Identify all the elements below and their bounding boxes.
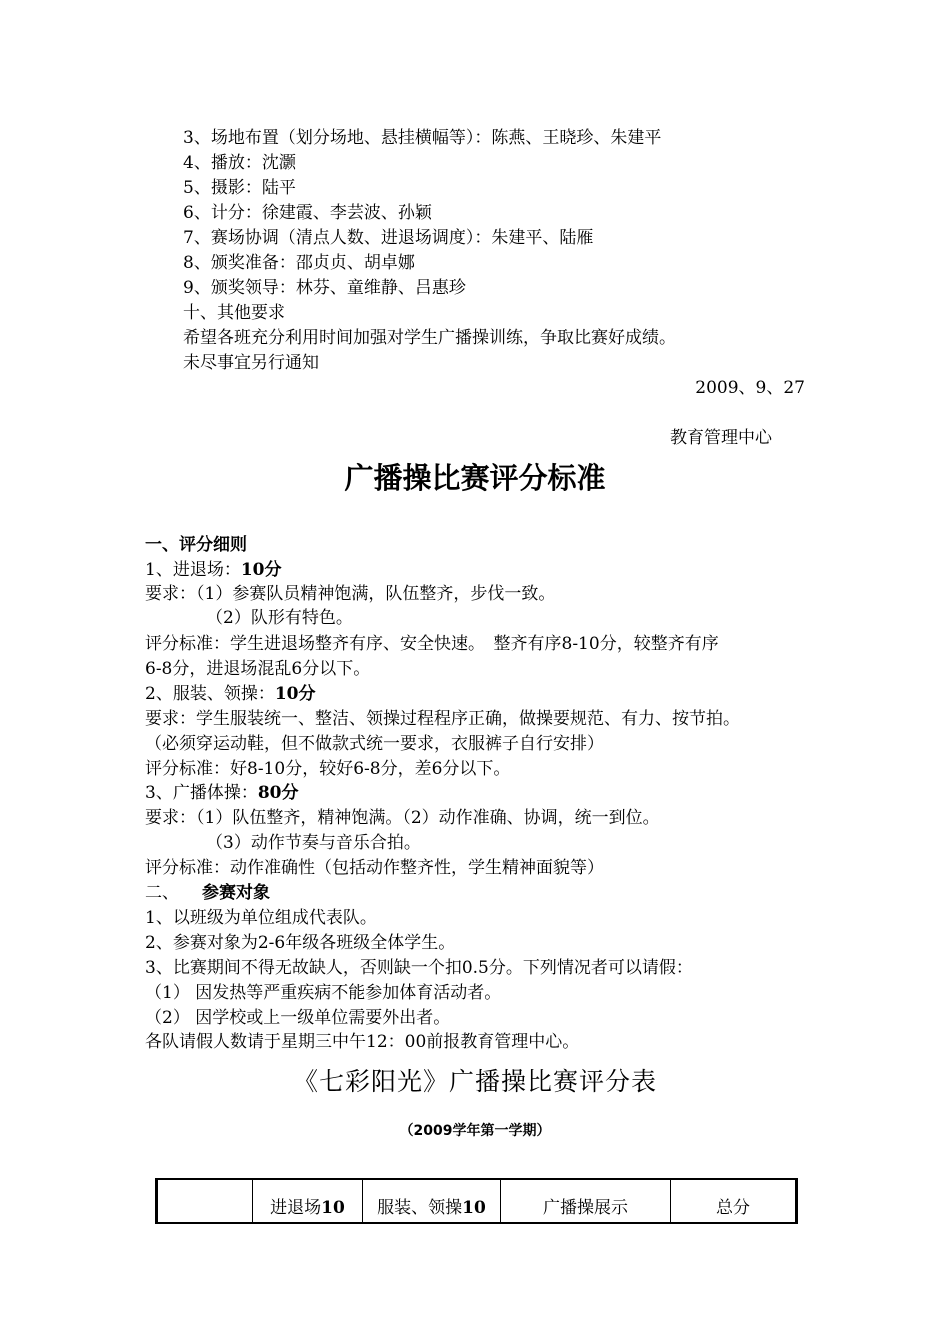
notice-line-venue: 3、场地布置（划分场地、悬挂横幅等）：陈燕、王晓珍、朱建平	[183, 128, 662, 148]
participants-line1: 1、以班级为单位组成代表队。	[145, 908, 377, 928]
item2-req2: （必须穿运动鞋，但不做款式统一要求，衣服裤子自行安排）	[145, 734, 604, 754]
score-table-title: 《七彩阳光》广播操比赛评分表	[292, 1067, 657, 1096]
participants-line2: 2、参赛对象为2-6年级各班级全体学生。	[145, 933, 456, 953]
score-table-header-row	[157, 1179, 797, 1223]
header-performance: 广播操展示	[501, 1179, 671, 1223]
item2-req1: 要求：学生服装统一、整洁、领操过程程序正确，做操要规范、有力、按节拍。	[145, 709, 740, 729]
item1-heading	[145, 558, 282, 582]
item1-criteria1: 评分标准：学生进退场整齐有序、安全快速。 整齐有序8-10分，较整齐有序	[145, 634, 719, 654]
notice-line-pending: 未尽事宜另行通知	[183, 353, 319, 373]
section2-title: 参赛对象	[202, 883, 270, 903]
notice-line-hope: 希望各班充分利用时间加强对学生广播操训练，争取比赛好成绩。	[183, 328, 676, 348]
item3-score: 80分	[257, 783, 299, 803]
item1-label: 1、进退场：	[145, 560, 241, 580]
notice-line-playback: 4、播放：沈灏	[183, 153, 296, 173]
item3-req1: 要求：（1）队伍整齐，精神饱满。（2）动作准确、协调，统一到位。	[145, 808, 660, 828]
item3-req2: （3）动作节奏与音乐合拍。	[206, 833, 421, 853]
notice-org: 教育管理中心	[670, 428, 772, 448]
score-table-subtitle: （2009学年第一学期）	[399, 1123, 551, 1139]
notice-line-photo: 5、摄影：陆平	[183, 178, 296, 198]
header-uniform-label: 服装、领操	[377, 1198, 463, 1218]
header-entry-exit-label: 进退场	[270, 1198, 322, 1218]
participants-line5: （2） 因学校或上一级单位需要外出者。	[145, 1008, 451, 1028]
item1-criteria2: 6-8分，进退场混乱6分以下。	[145, 659, 371, 679]
header-uniform	[363, 1179, 501, 1223]
item3-heading	[145, 781, 299, 805]
standard-title: 广播操比赛评分标准	[344, 461, 606, 495]
item3-label: 3、广播体操：	[145, 783, 258, 803]
header-entry-exit-points: 10	[321, 1198, 345, 1218]
section1-heading: 一、评分细则	[145, 535, 247, 555]
item1-score: 10分	[240, 560, 282, 580]
participants-line3: 3、比赛期间不得无故缺人，否则缺一个扣0.5分。下列情况者可以请假：	[145, 958, 693, 978]
section2-num: 二、	[145, 883, 179, 903]
notice-line-coordination: 7、赛场协调（清点人数、进退场调度）：朱建平、陆雁	[183, 228, 594, 248]
header-class	[157, 1179, 253, 1223]
notice-line-award-leaders: 9、颁奖领导：林芬、童维静、吕惠珍	[183, 278, 466, 298]
item3-criteria: 评分标准：动作准确性（包括动作整齐性，学生精神面貌等）	[145, 858, 604, 878]
item2-criteria: 评分标准：好8-10分，较好6-8分，差6分以下。	[145, 759, 511, 779]
item1-req1: 要求：（1）参赛队员精神饱满，队伍整齐，步伐一致。	[145, 584, 556, 604]
item1-req2: （2）队形有特色。	[206, 608, 353, 628]
participants-line6: 各队请假人数请于星期三中午12：00前报教育管理中心。	[145, 1032, 580, 1052]
header-entry-exit	[253, 1179, 363, 1223]
header-uniform-points: 10	[462, 1198, 486, 1218]
notice-line-other-heading: 十、其他要求	[183, 303, 285, 323]
notice-line-award-prep: 8、颁奖准备：邵贞贞、胡卓娜	[183, 253, 415, 273]
item2-label: 2、服装、领操：	[145, 684, 275, 704]
notice-date: 2009、9、27	[695, 378, 805, 398]
participants-line4: （1） 因发热等严重疾病不能参加体育活动者。	[145, 983, 502, 1003]
item2-score: 10分	[274, 684, 316, 704]
score-table	[155, 1178, 798, 1224]
header-total: 总分	[671, 1179, 797, 1223]
notice-line-scoring: 6、计分：徐建霞、李芸波、孙颖	[183, 203, 432, 223]
item2-heading	[145, 682, 316, 706]
